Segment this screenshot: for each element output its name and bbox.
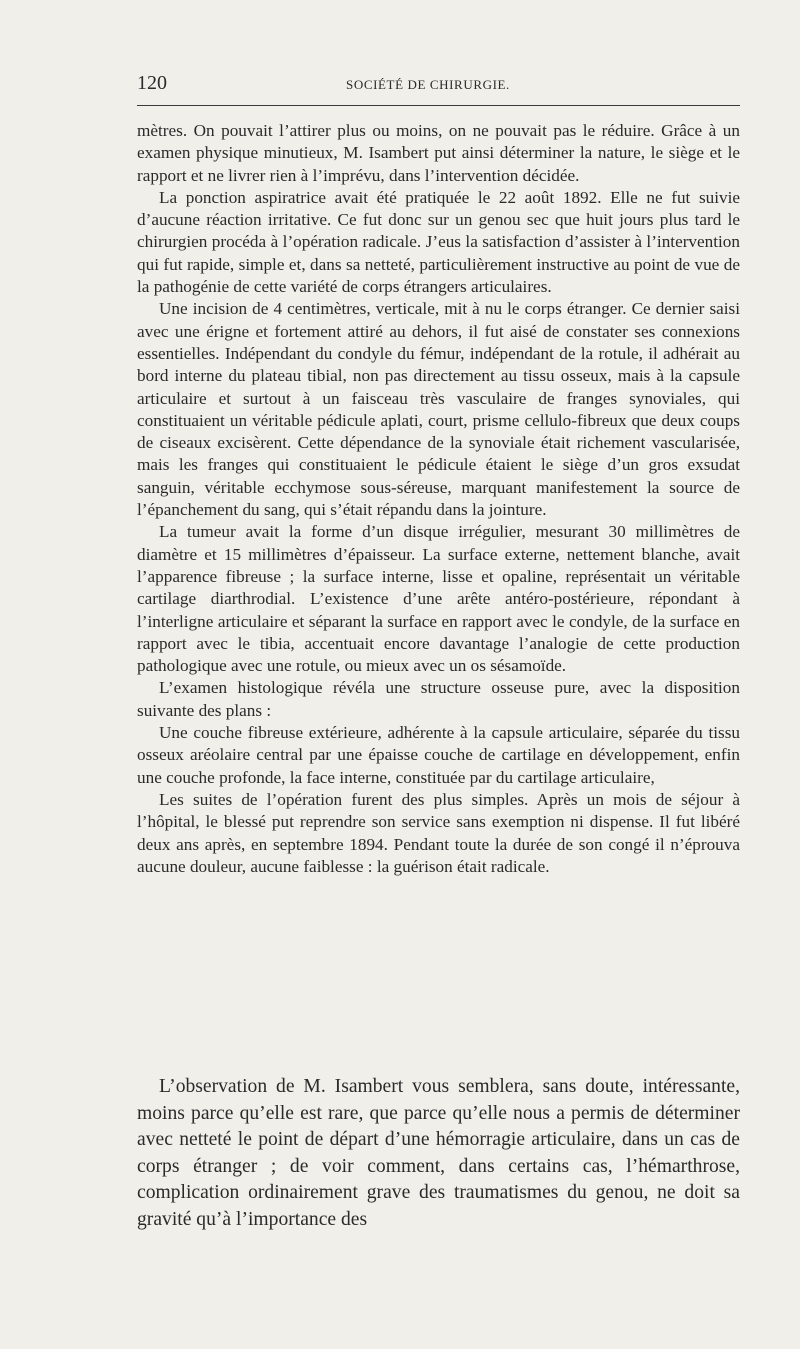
paragraph: La ponction aspiratrice avait été pratiquée le 22 août 1892. Elle ne fut suivie d’aucune réaction irritative. Ce fut donc sur un genou sec que huit jours plus tard le chirurgien procéda à l’opération radicale. J’eus la satisfaction d’assister à l’intervention qui fut rapide, simple et, dans sa netteté, particulièrement instructive au point de vue de la pathogénie de cette variété de corps étrangers articulaires. [137,187,740,297]
header-rule [137,105,740,106]
paragraph: mètres. On pouvait l’attirer plus ou moins, on ne pouvait pas le réduire. Grâce à un examen physique minutieux, M. Isambert put ainsi déterminer la nature, le siège et le rapport et ne livrer rien à l’imprévu, dans l’intervention décidée. [137,121,740,185]
paragraph: L’observation de M. Isambert vous semblera, sans doute, intéressante, moins parce qu’elle est rare, que parce qu’elle nous a permis de déterminer avec netteté le point de départ d’une hémorragie articulaire, dans un cas de corps étranger ; de voir comment, dans certains cas, l’hémarthrose, complication ordinairement grave des traumatismes du genou, ne doit sa gravité qu’à l’importance des [137,1076,740,1230]
page-number: 120 [137,72,167,94]
commentary-text [137,1074,740,1234]
paragraph: Une incision de 4 centimètres, verticale, mit à nu le corps étranger. Ce dernier saisi avec une érigne et fortement attiré au dehors, il fut aisé de constater ses connexions essentielles. Indépendant du condyle du fémur, indépendant de la rotule, il adhérait au bord interne du plateau tibial, non pas directement au tissu osseux, mais à la capsule articulaire et surtout à un faisceau très vasculaire de franges synoviales, qui constituaient un véritable pédicule aplati, court, prisme cellulo-fibreux que deux coups de ciseaux excisèrent. Cette dépendance de la synoviale était richement vascularisée, mais les franges qui constituaient le pédicule étaient le siège d’un gros exsudat sanguin, véritable ecchymose sous-séreuse, marquant manifestement la source de l’épanchement du sang, qui s’était répandu dans la jointure. [137,299,740,520]
page-header [137,72,740,98]
paragraph: La tumeur avait la forme d’un disque irrégulier, mesurant 30 millimètres de diamètre et 15 millimètres d’épaisseur. La surface externe, nettement blanche, avait l’apparence fibreuse ; la surface interne, lisse et opaline, représentait un véritable cartilage diarthrodial. L’existence d’une arête antéro-postérieure, répondant à l’interligne articulaire et séparant la surface en rapport avec le condyle, de la surface en rapport avec le tibia, accentuait encore davantage l’analogie de cette production pathologique avec une rotule, ou mieux avec un os sésamoïde. [137,522,740,676]
paragraph: Une couche fibreuse extérieure, adhérente à la capsule articulaire, séparée du tissu osseux aréolaire central par une épaisse couche de cartilage en développement, enfin une couche profonde, la face interne, constituée par du cartilage articulaire, [137,723,740,787]
paragraph: Les suites de l’opération furent des plus simples. Après un mois de séjour à l’hôpital, le blessé put reprendre son service sans exemption ni dispense. Il fut libéré deux ans après, en septembre 1894. Pendant toute la durée de son congé il n’éprouva aucune douleur, aucune faiblesse : la guérison était radicale. [137,789,740,876]
case-report-text [137,120,740,878]
paragraph: L’examen histologique révéla une structure osseuse pure, avec la disposition suivante des plans : [137,678,740,720]
running-title: SOCIÉTÉ DE CHIRURGIE. [346,77,510,92]
